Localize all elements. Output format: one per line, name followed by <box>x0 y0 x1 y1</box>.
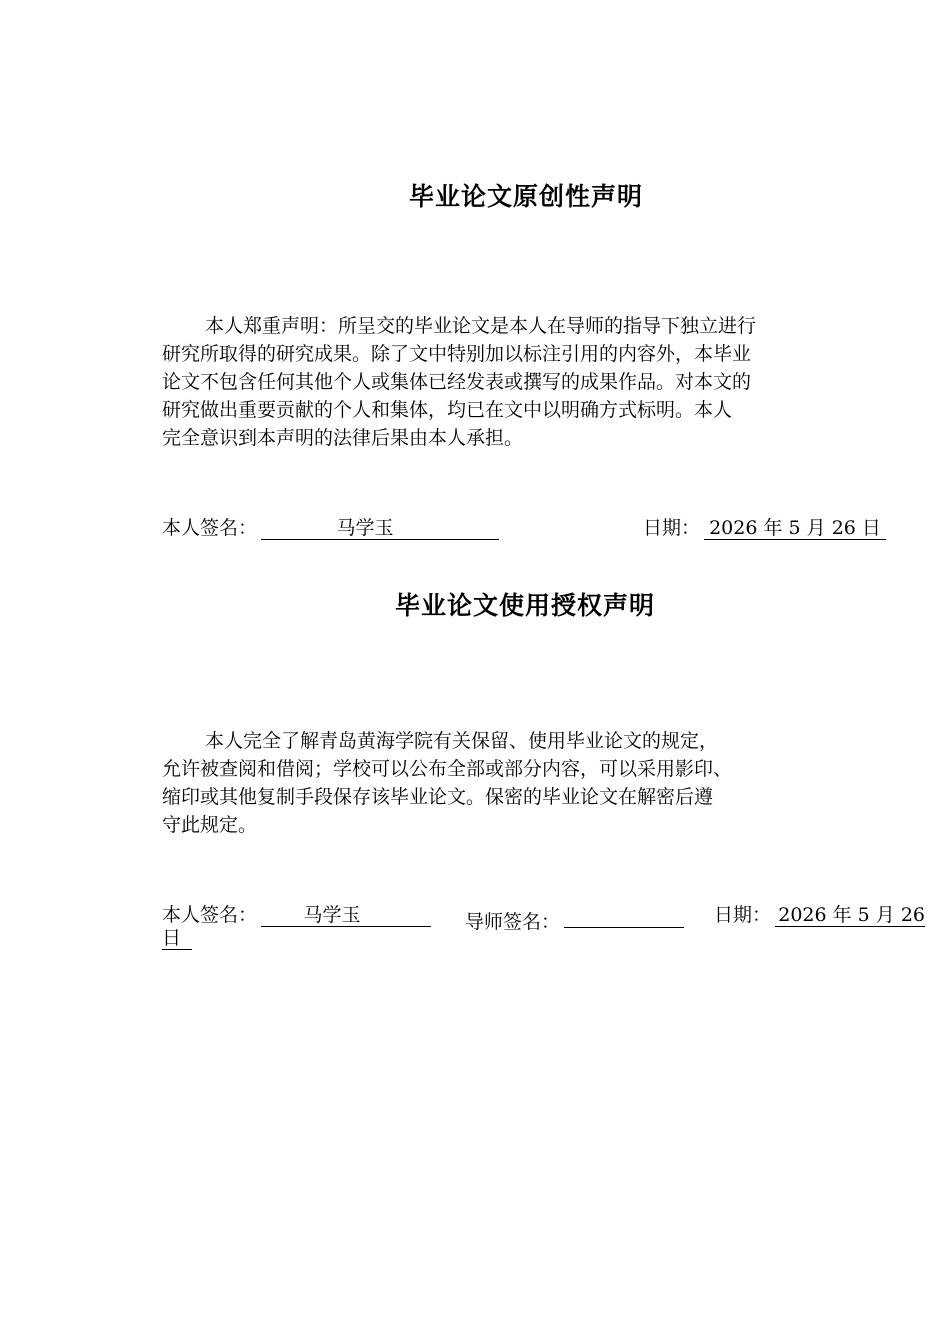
originality-date-row <box>643 519 886 540</box>
signature-value: 马学玉 <box>336 517 394 539</box>
date-label: 日期： <box>643 517 701 539</box>
date-value: 2026 年 5 月 26 <box>778 904 926 926</box>
paragraph-line: 本人郑重声明：所呈交的毕业论文是本人在导师的指导下独立进行 <box>205 315 757 337</box>
date-label: 日期： <box>714 904 772 926</box>
advisor-signature-field[interactable] <box>564 906 684 928</box>
signature-value: 马学玉 <box>303 904 361 926</box>
authorization-paragraph <box>162 727 862 839</box>
signature-field[interactable] <box>261 519 499 540</box>
paragraph-line: 本人完全了解青岛黄海学院有关保留、使用毕业论文的规定， <box>205 730 719 752</box>
date-field-continuation[interactable] <box>162 929 192 950</box>
paragraph-line: 研究所取得的研究成果。除了文中特别加以标注引用的内容外，本毕业 <box>162 343 752 365</box>
paragraph-line: 允许被查阅和借阅；学校可以公布全部或部分内容，可以采用影印、 <box>162 758 733 780</box>
paragraph-line: 守此规定。 <box>162 814 258 836</box>
advisor-label: 导师签名： <box>465 911 561 933</box>
authorization-date-wrap <box>162 929 192 950</box>
authorization-title: 毕业论文使用授权声明 <box>395 591 656 620</box>
authorization-date-row <box>714 906 925 927</box>
authorization-signature-row <box>162 906 431 927</box>
paragraph-line: 论文不包含任何其他个人或集体已经发表或撰写的成果作品。对本文的 <box>162 371 752 393</box>
originality-paragraph <box>162 312 862 452</box>
date-field[interactable] <box>704 519 886 540</box>
signature-label: 本人签名： <box>162 517 258 539</box>
originality-title: 毕业论文原创性声明 <box>409 182 644 211</box>
date-value: 2026 年 5 月 26 日 <box>709 517 881 539</box>
paragraph-line: 研究做出重要贡献的个人和集体，均已在文中以明确方式标明。本人 <box>162 399 733 421</box>
paragraph-line: 完全意识到本声明的法律后果由本人承担。 <box>162 427 524 449</box>
signature-label: 本人签名： <box>162 904 258 926</box>
date-value-continuation: 日 <box>162 927 182 949</box>
originality-signature-row <box>162 519 499 540</box>
paragraph-line: 缩印或其他复制手段保存该毕业论文。保密的毕业论文在解密后遵 <box>162 786 714 808</box>
advisor-signature-row <box>465 906 684 932</box>
date-field[interactable] <box>775 906 925 927</box>
signature-field[interactable] <box>261 906 431 927</box>
